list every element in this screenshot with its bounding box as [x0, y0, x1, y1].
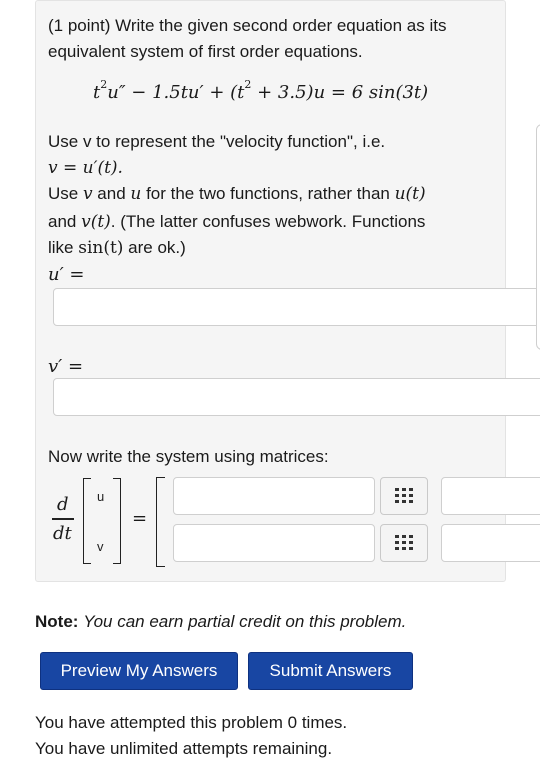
vector-u: u	[97, 489, 105, 504]
eq-sup-1: 2	[100, 78, 108, 91]
matrix-intro: Now write the system using matrices:	[48, 447, 329, 466]
l4b: v(t)	[81, 212, 111, 232]
vector-bracket-left	[83, 478, 91, 564]
eq-sup-2: 2	[244, 78, 252, 91]
d-label: d	[57, 494, 69, 515]
matrix-entry-1-1[interactable]	[173, 477, 375, 515]
attempts-remaining: You have unlimited attempts remaining.	[35, 739, 333, 758]
attempts-status: You have attempted this problem 0 times.	[35, 713, 348, 732]
matrix-grid-button-2[interactable]	[380, 524, 428, 562]
l4c: . (The latter confuses webwork. Functions	[110, 212, 426, 231]
l4a: and	[48, 212, 82, 231]
l5a: like	[48, 238, 79, 257]
matrix-grid-button-1[interactable]	[380, 477, 428, 515]
instruction-line-1: Use v to represent the "velocity function", i.e.	[48, 132, 386, 151]
eq-part-1: t	[93, 82, 101, 103]
v-prime-label: v′ =	[48, 356, 84, 377]
matrix-equals: =	[132, 508, 148, 529]
instruction-line-2: v = u′(t).	[48, 158, 123, 178]
u-prime-label: u′ =	[48, 264, 85, 285]
l3f: u(t)	[394, 184, 426, 204]
dt-label: dt	[53, 523, 72, 544]
l5b: sin(t)	[78, 238, 124, 258]
partial-credit-note	[35, 609, 406, 635]
differential-equation	[93, 78, 429, 103]
matrix-grid-icon	[394, 534, 414, 552]
eq-part-2: u″ − 1.5tu′ + (t	[107, 82, 245, 103]
v-prime-input[interactable]	[53, 378, 540, 416]
l3c: and	[92, 184, 131, 203]
matrix-entry-2-1[interactable]	[173, 524, 375, 562]
submit-answers-button[interactable]: Submit Answers	[248, 652, 413, 690]
matrix-entry-2-2[interactable]	[441, 524, 540, 562]
fraction-bar	[52, 518, 74, 520]
l5c: are ok.)	[123, 238, 186, 257]
matrix-grid-icon	[394, 487, 414, 505]
l3e: for the two functions, rather than	[141, 184, 395, 203]
problem-intro: (1 point) Write the given second order equation as its	[48, 16, 447, 35]
vector-bracket-right	[113, 478, 121, 564]
u-prime-input[interactable]	[53, 288, 540, 326]
note-label: Note:	[35, 612, 79, 631]
side-panel-edge	[536, 124, 540, 350]
l3a: Use	[48, 184, 83, 203]
eq-part-3: + 3.5)u = 6 sin(3t)	[251, 82, 429, 103]
preview-answers-button[interactable]: Preview My Answers	[40, 652, 238, 690]
note-text: You can earn partial credit on this problem.	[83, 612, 407, 631]
matrix-entry-1-2[interactable]	[441, 477, 540, 515]
instruction-line-4	[48, 209, 425, 235]
instruction-line-5	[48, 235, 186, 261]
l3d: u	[130, 184, 142, 204]
instruction-line-3	[48, 181, 426, 207]
vector-v: v	[97, 539, 104, 554]
l3b: v	[82, 184, 93, 204]
problem-intro-2: equivalent system of first order equations.	[48, 42, 363, 61]
matrix-bracket-left	[156, 477, 165, 567]
